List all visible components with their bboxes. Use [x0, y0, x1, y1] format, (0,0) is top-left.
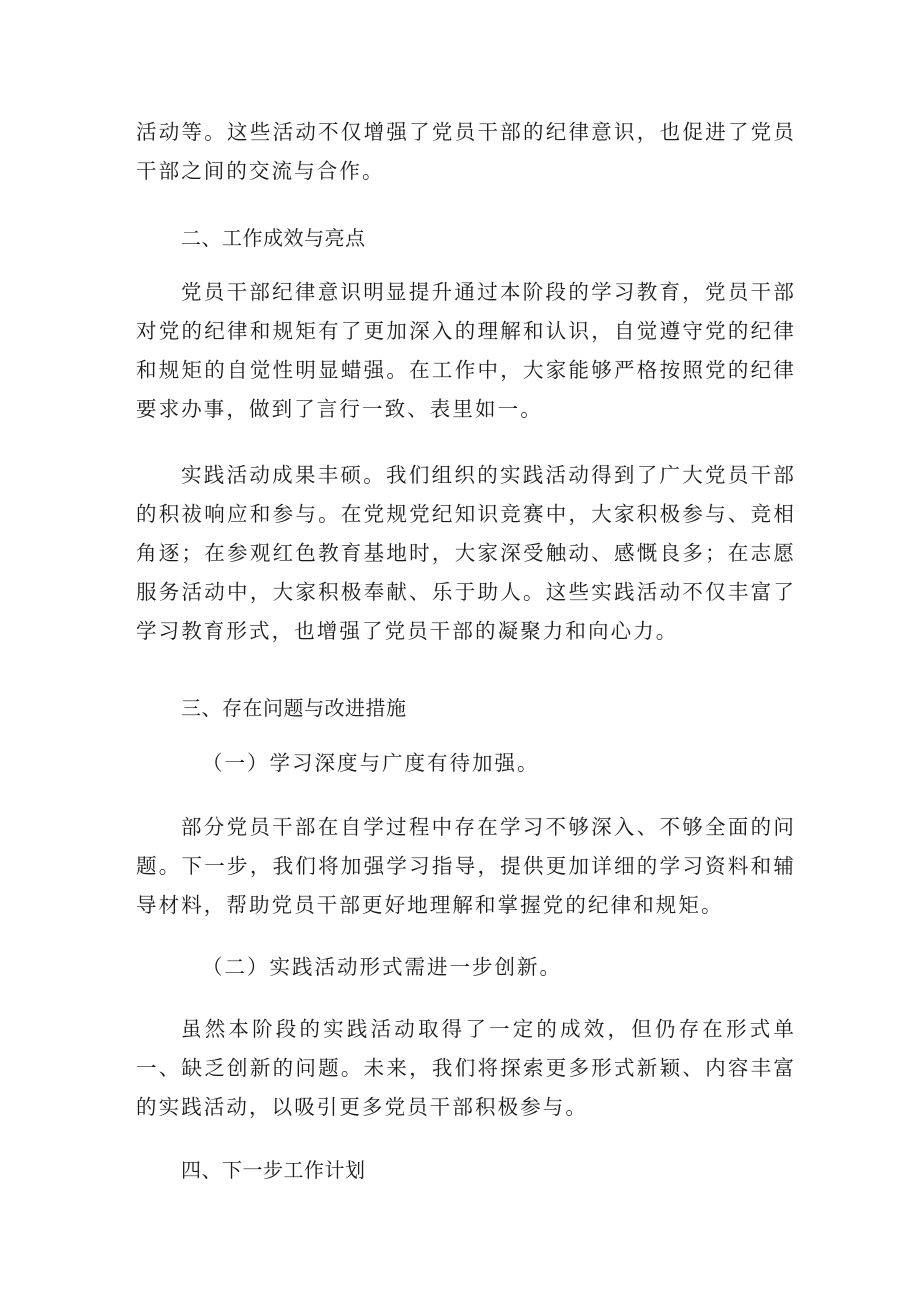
- paragraph-practice-results: 实践活动成果丰硕。我们组织的实践活动得到了广大党员干部的积祓响应和参与。在党规党纪知识竞赛中，大家积极参与、竞相角逐；在参观红色教育基地时，大家深受触动、感慨良多；在志愿服务活动中，大家积极奉献、乐于助人。这些实践活动不仅丰富了学习教育形式，也增强了党员干部的凝聚力和向心力。: [136, 463, 796, 643]
- section-heading-2: 二、工作成效与亮点: [181, 226, 366, 250]
- sub-heading-1: （一）学习深度与广度有待加强。: [202, 751, 540, 775]
- sub-heading-2: （二）实践活动形式需进一步创新。: [202, 955, 562, 979]
- paragraph-practice-innovation: 虽然本阶段的实践活动取得了一定的成效，但仍存在形式单一、缺乏创新的问题。未来，我们将探索更多形式新颖、内容丰富的实践活动，以吸引更多党员干部积极参与。: [136, 1017, 796, 1119]
- section-heading-3: 三、存在问题与改进措施: [181, 696, 407, 720]
- section-heading-4: 四、下一步工作计划: [181, 1158, 366, 1182]
- paragraph-study-depth: 部分党员干部在自学过程中存在学习不够深入、不够全面的问题。下一步，我们将加强学习指导，提供更加详细的学习资料和辅导材料，帮助党员干部更好地理解和掌握党的纪律和规矩。: [136, 815, 796, 917]
- paragraph-activities-continuation: 活动等。这些活动不仅增强了党员干部的纪律意识，也促进了党员干部之间的交流与合作。: [136, 120, 796, 183]
- paragraph-discipline-awareness: 党员干部纪律意识明显提升通过本阶段的学习教育，党员干部对党的纪律和规矩有了更加深入的理解和认识，自觉遵守党的纪律和规矩的自觉性明显蜡强。在工作中，大家能够严格按照党的纪律要求办事，做到了言行一致、表里如一。: [136, 280, 796, 421]
